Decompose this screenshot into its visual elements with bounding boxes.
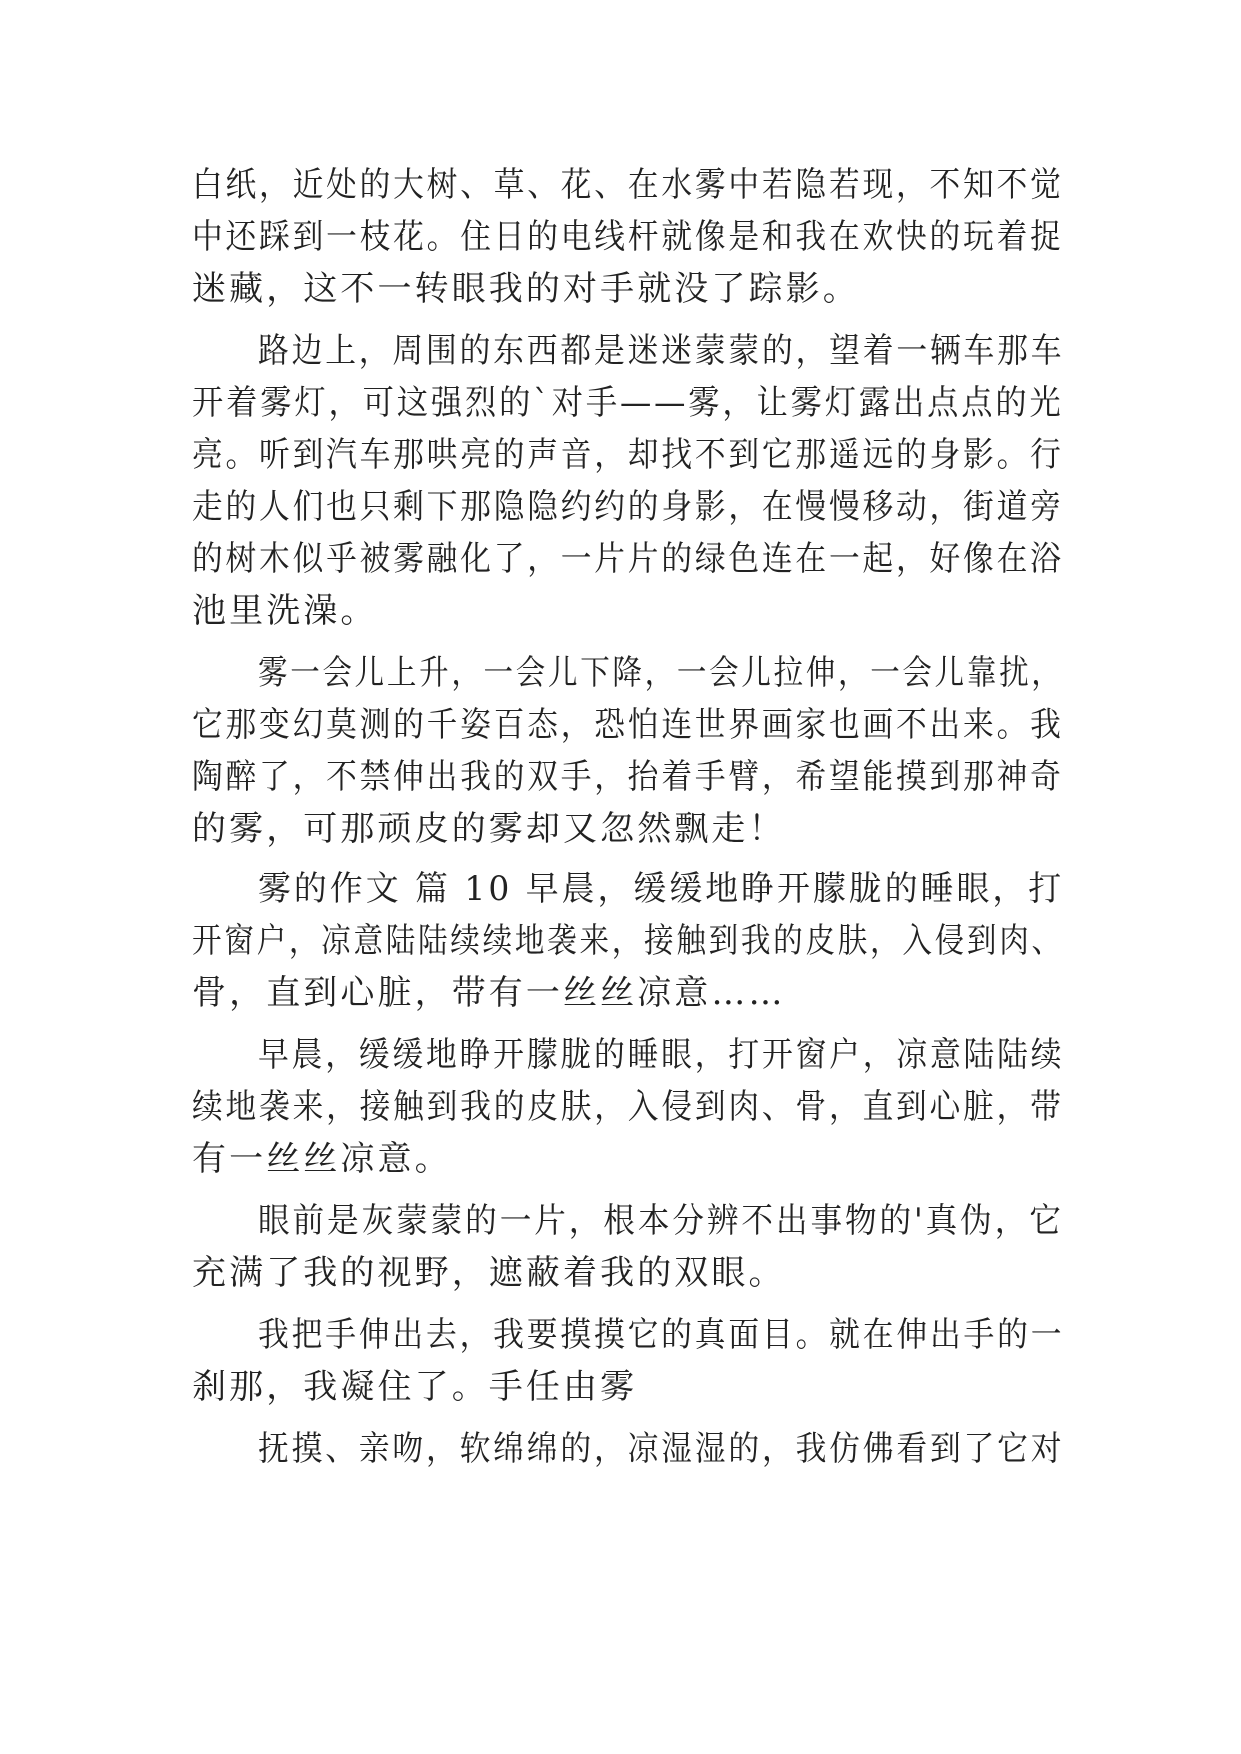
text-line: 刹那，我凝住了。手任由雾 <box>192 1367 638 1407</box>
paragraph-first-line: 抚摸、亲吻，软绵绵的，凉湿湿的，我仿佛看到了它对 <box>258 1429 1065 1469</box>
text-line: 开窗户，凉意陆陆续续地袭来，接触到我的皮肤，入侵到肉、 <box>192 921 1064 961</box>
text-line: 亮。听到汽车那哄亮的声音，却找不到它那遥远的身影。行 <box>192 435 1064 475</box>
paragraph-first-line: 眼前是灰蒙蒙的一片，根本分辨不出事物的'真伪，它 <box>258 1201 1064 1241</box>
text-line: 充满了我的视野，遮蔽着我的双眼。 <box>192 1253 786 1293</box>
text-line: 的雾，可那顽皮的雾却又忽然飘走！ <box>192 809 786 849</box>
text-line: 它那变幻莫测的千姿百态，恐怕连世界画家也画不出来。我 <box>192 705 1064 745</box>
paragraph-first-line: 我把手伸出去，我要摸摸它的真面目。就在伸出手的一 <box>258 1315 1065 1355</box>
text-line: 池里洗澡。 <box>192 591 378 631</box>
text-line: 的树木似乎被雾融化了，一片片的绿色连在一起，好像在浴 <box>192 539 1064 579</box>
text-line: 骨，直到心脏，带有一丝丝凉意…… <box>192 973 786 1013</box>
text-line: 开着雾灯，可这强烈的`对手——雾，让雾灯露出点点的光 <box>192 383 1064 423</box>
text-line: 有一丝丝凉意。 <box>192 1139 452 1179</box>
paragraph-first-line: 早晨，缓缓地睁开朦胧的睡眼，打开窗户，凉意陆陆续 <box>258 1035 1065 1075</box>
text-line: 走的人们也只剩下那隐隐约约的身影，在慢慢移动，街道旁 <box>192 487 1064 527</box>
paragraph-first-line: 雾一会儿上升，一会儿下降，一会儿拉伸，一会儿靠扰， <box>258 653 1064 693</box>
text-line: 续地袭来，接触到我的皮肤，入侵到肉、骨，直到心脏，带 <box>192 1087 1064 1127</box>
paragraph-first-line: 路边上，周围的东西都是迷迷蒙蒙的，望着一辆车那车 <box>258 331 1065 371</box>
text-line: 迷藏，这不一转眼我的对手就没了踪影。 <box>192 269 860 309</box>
text-line: 白纸，近处的大树、草、花、在水雾中若隐若现，不知不觉 <box>192 165 1064 205</box>
section-heading-line: 雾的作文 篇 10 早晨，缓缓地睁开朦胧的睡眼，打 <box>258 869 1065 909</box>
text-line: 中还踩到一枝花。住日的电线杆就像是和我在欢快的玩着捉 <box>192 217 1064 257</box>
text-line: 陶醉了，不禁伸出我的双手，抬着手臂，希望能摸到那神奇 <box>192 757 1064 797</box>
